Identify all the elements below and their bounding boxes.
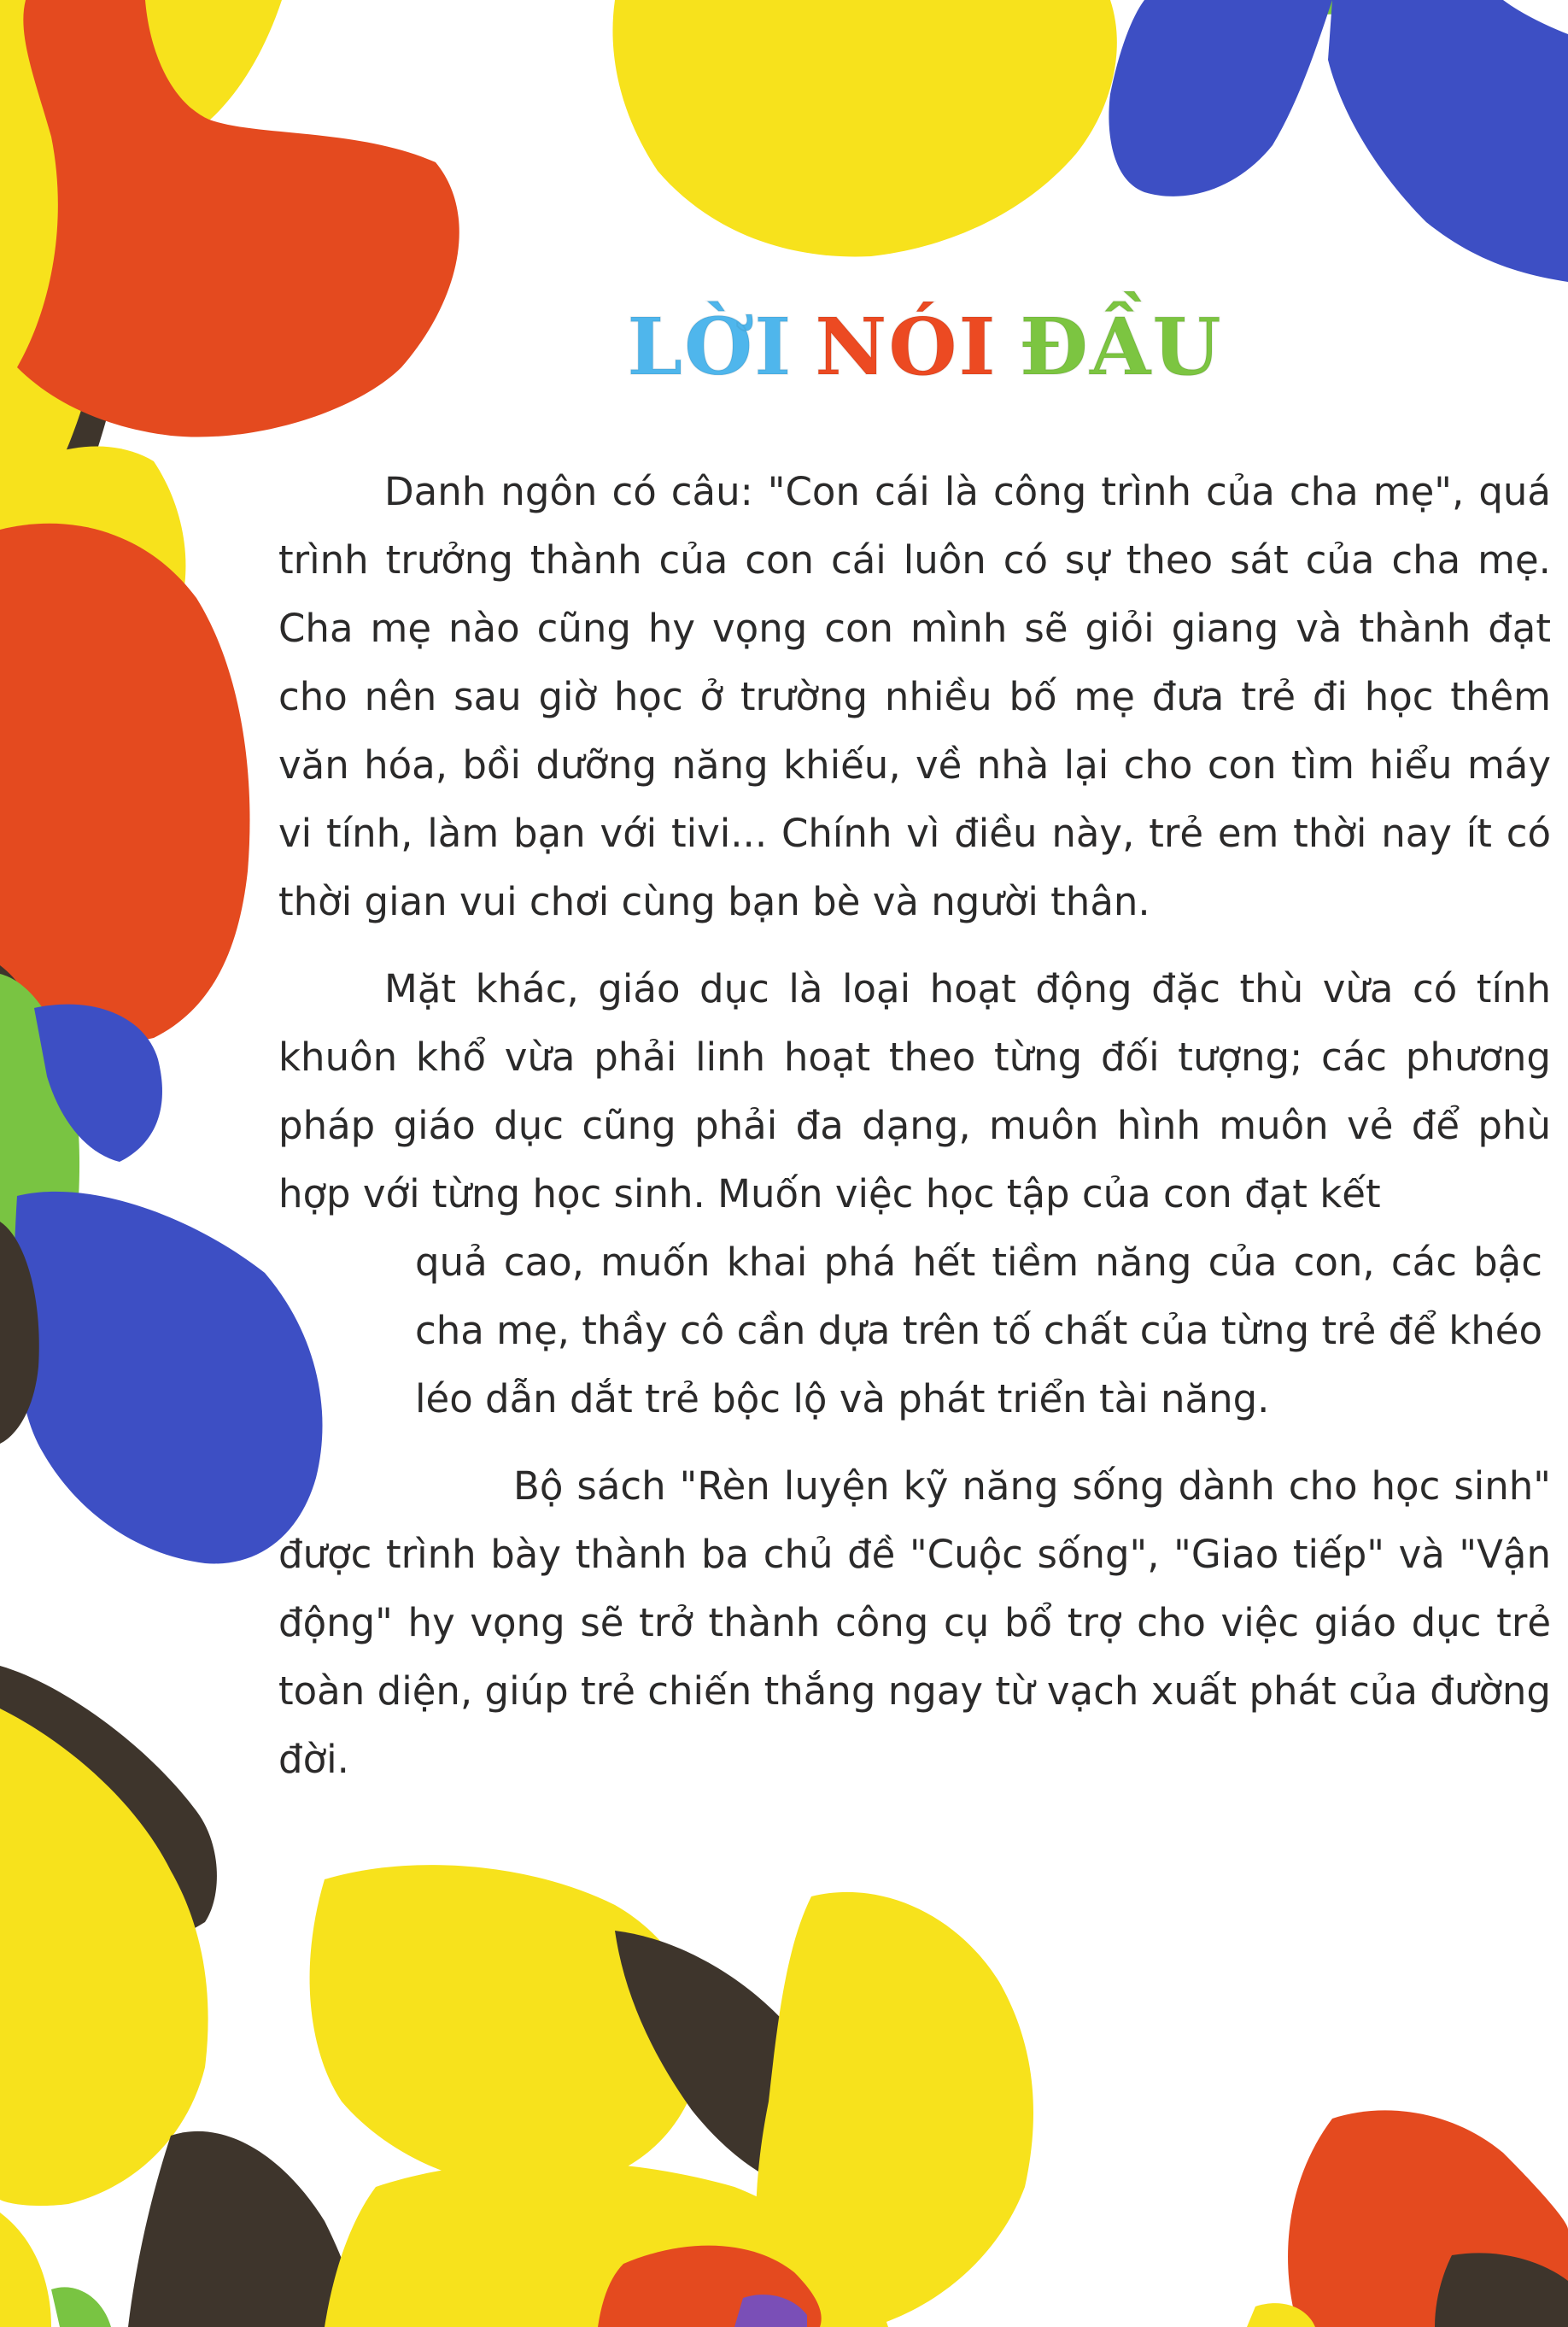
page-title xyxy=(0,301,1568,393)
left-blue-petal-large xyxy=(14,1192,322,1564)
paragraph-3: Bộ sách "Rèn luyện kỹ năng sống dành cho học sinh" được trình bày thành ba chủ đề "Cuộc sống", "Giao tiếp" và "Vận động" hy vọng sẽ trở thành công cụ bổ trợ cho việc giáo dục trẻ toàn diện, giúp trẻ chiến thắng ngay từ vạch xuất phát của đường đời. xyxy=(278,1463,1551,1782)
title-word-1: LỜI xyxy=(627,301,793,393)
bottom-left-yellow-petal xyxy=(0,1709,208,2206)
bottom-yellow-petal-center-left xyxy=(310,1865,702,2188)
title-word-2: NÓI xyxy=(815,301,998,393)
top-right-blue-petal-left xyxy=(1109,0,1332,196)
top-right-blue-petal-right xyxy=(1328,0,1568,282)
paragraph-2: Mặt khác, giáo dục là loại hoạt động đặc thù vừa có tính khuôn khổ vừa phải linh hoạt theo từng đối tượng; các phương pháp giáo dục cũng phải đa dạng, muôn hình muôn vẻ để phù hợp với từng học sinh. Muốn việc học tập của con đạt kết xyxy=(278,966,1551,1216)
preface-body xyxy=(278,458,1551,1794)
left-red-petal-large xyxy=(0,524,250,1041)
paragraph-2-continued: quả cao, muốn khai phá hết tiềm năng của con, các bậc cha mẹ, thầy cô cần dựa trên tố chất của từng trẻ để khéo léo dẫn dắt trẻ bộc lộ và phát triển tài năng. xyxy=(415,1240,1542,1421)
paragraph-1: Danh ngôn có câu: "Con cái là công trình của cha mẹ", quá trình trưởng thành của con cái luôn có sự theo sát của cha mẹ. Cha mẹ nào cũng hy vọng con mình sẽ giỏi giang và thành đạt cho nên sau giờ học ở trường nhiều bố mẹ đưa trẻ đi học thêm văn hóa, bồi dưỡng năng khiếu, về nhà lại cho con tìm hiểu máy vi tính, làm bạn với tivi... Chính vì điều này, trẻ em thời nay ít có thời gian vui chơi cùng bạn bè và người thân. xyxy=(278,469,1551,924)
bottom-left-small-yellow xyxy=(0,2213,51,2327)
bottom-dark-shadow xyxy=(128,2131,359,2327)
title-word-3: ĐẦU xyxy=(1019,301,1223,393)
bottom-left-small-green xyxy=(51,2287,111,2327)
top-yellow-blob xyxy=(612,0,1116,256)
